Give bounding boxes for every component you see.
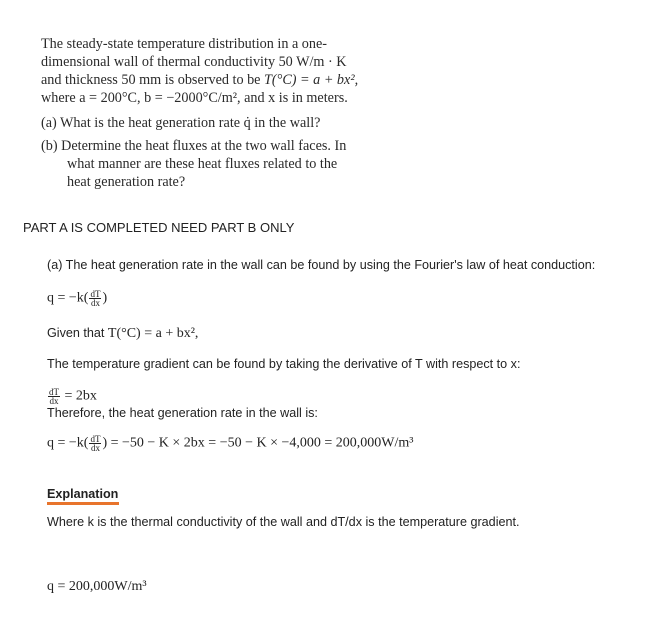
therefore-statement: Therefore, the heat generation rate in the wall is:: [47, 406, 318, 420]
explanation-text: Where k is the thermal conductivity of the wall and dT/dx is the temperature gradient.: [47, 515, 520, 529]
problem-line-4: where a = 200°C, b = −2000°C/m², and x is in meters.: [41, 90, 348, 106]
problem-part-b-line-3: heat generation rate?: [67, 174, 186, 190]
given-statement: Given that T(°C) = a + bx²,: [47, 326, 199, 341]
problem-line-3: and thickness 50 mm is observed to be T(°C) = a + bx²,: [41, 72, 359, 88]
problem-line-2: dimensional wall of thermal conductivity 50 W/m · K: [41, 54, 347, 70]
explanation-title: Explanation: [47, 487, 119, 501]
problem-part-b-line-1: (b) Determine the heat fluxes at the two wall faces. In: [41, 138, 347, 154]
derivative-fraction: $\frac{dT}{dx}$: [90, 434, 101, 453]
equation-fourier-law: q = −k( $\frac{dT}{dx}$ ): [47, 289, 108, 308]
solution-intro: (a) The heat generation rate in the wall can be found by using the Fourier's law of heat conduction:: [47, 258, 596, 272]
problem-part-b-line-2: what manner are these heat fluxes related to the: [67, 156, 338, 172]
gradient-statement: The temperature gradient can be found by taking the derivative of T with respect to x:: [47, 357, 521, 371]
question-note: PART A IS COMPLETED NEED PART B ONLY: [23, 220, 295, 235]
problem-line-1: The steady-state temperature distribution in a one-: [41, 36, 328, 52]
explanation-underline: [47, 502, 119, 505]
problem-part-a: (a) What is the heat generation rate q̇ in the wall?: [41, 115, 321, 131]
derivative-fraction: $\frac{dT}{dx}$: [90, 289, 101, 308]
derivative-fraction: $\frac{dT}{dx}$: [49, 387, 59, 406]
equation-gradient: $\frac{dT}{dx}$ = 2bx: [49, 387, 97, 406]
equation-generation-rate: q = −k( $\frac{dT}{dx}$ ) = −50 − K × 2bx = −50 − K × −4,000 = 200,000W/m³: [47, 434, 414, 453]
final-answer: q = 200,000W/m³: [47, 579, 147, 594]
